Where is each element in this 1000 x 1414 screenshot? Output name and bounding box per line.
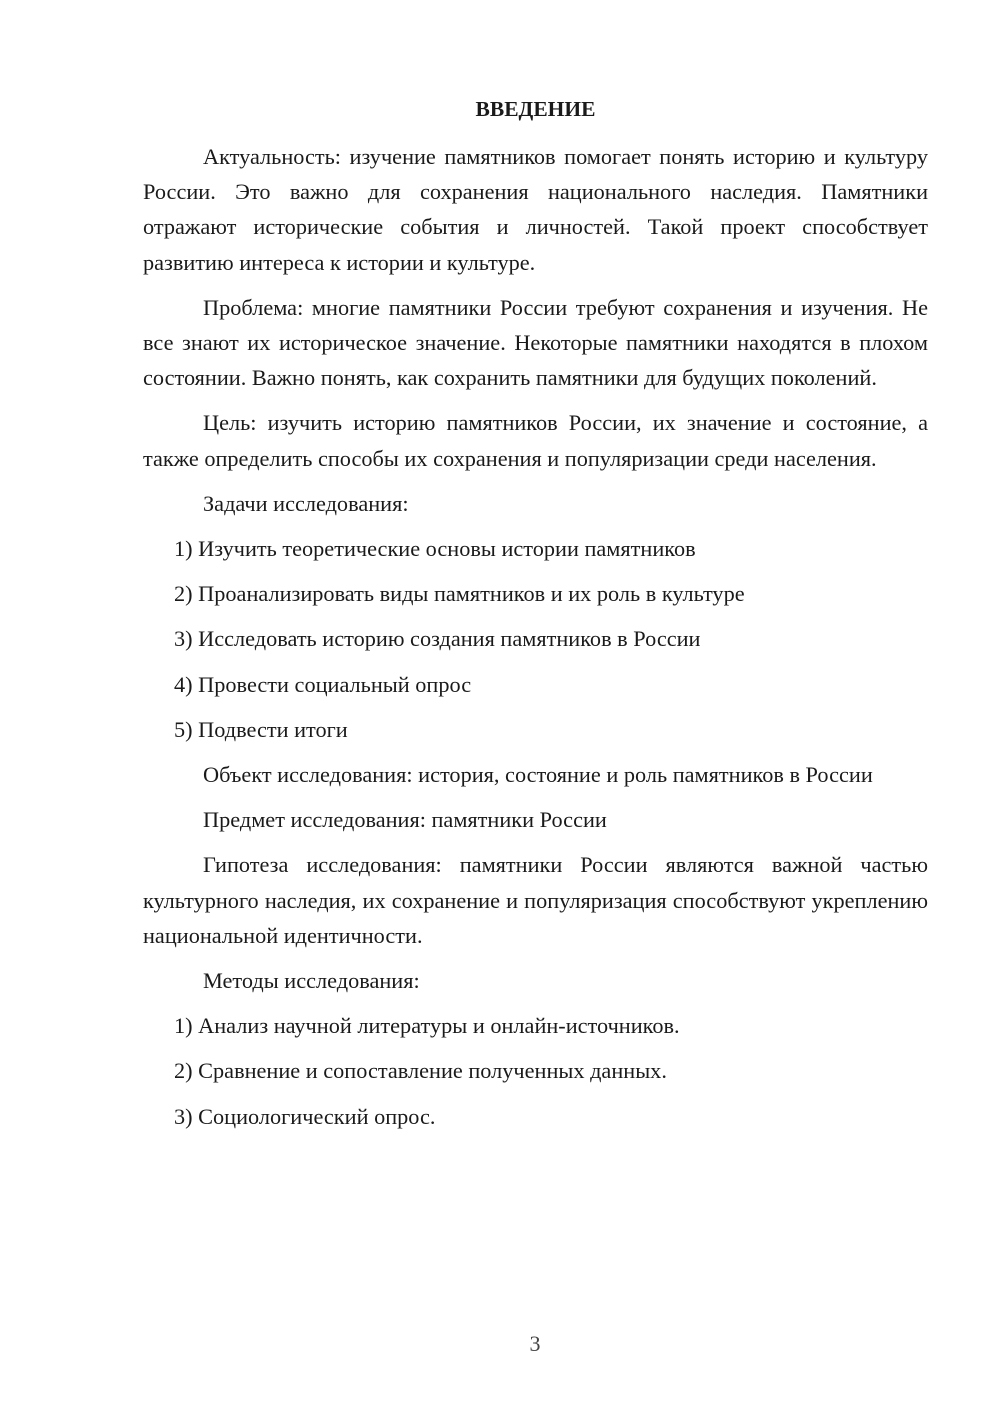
method-item-3: 3) Социологический опрос. xyxy=(174,1103,436,1129)
tasks-heading: Задачи исследования: xyxy=(203,490,409,516)
section-title: ВВЕДЕНИЕ xyxy=(475,97,596,121)
goal-paragraph: Цель: изучить историю памятников России, их значение и состояние, а также определить способы их сохранения и популяризации среди населения. xyxy=(143,410,928,471)
method-item-2: 2) Сравнение и сопоставление полученных данных. xyxy=(174,1058,667,1084)
task-item-4: 4) Провести социальный опрос xyxy=(174,671,472,697)
page-number: 3 xyxy=(529,1331,541,1356)
task-item-3: 3) Исследовать историю создания памятников в России xyxy=(174,626,701,652)
object-paragraph: Объект исследования: история, состояние и роль памятников в России xyxy=(203,762,873,788)
task-item-1: 1) Изучить теоретические основы истории памятников xyxy=(174,536,696,562)
subject-paragraph: Предмет исследования: памятники России xyxy=(203,807,607,833)
task-item-2: 2) Проанализировать виды памятников и их роль в культуре xyxy=(174,581,745,607)
methods-list xyxy=(143,1008,928,1134)
tasks-list xyxy=(143,531,928,747)
method-item-1: 1) Анализ научной литературы и онлайн-источников. xyxy=(174,1013,680,1039)
hypothesis-paragraph: Гипотеза исследования: памятники России являются важной частью культурного наследия, их сохранение и популяризация способствуют укреплению национальной идентичности. xyxy=(143,852,928,948)
problem-paragraph: Проблема: многие памятники России требуют сохранения и изучения. Не все знают их историческое значение. Некоторые памятники находятся в плохом состоянии. Важно понять, как сохранить памятники для будущих поколений. xyxy=(143,294,928,391)
document-page xyxy=(143,92,928,1144)
task-item-5: 5) Подвести итоги xyxy=(174,716,348,742)
relevance-paragraph: Актуальность: изучение памятников помогает понять историю и культуру России. Это важно для сохранения национального наследия. Памятники отражают исторические события и личностей. Такой проект способствует развитию интереса к истории и культуре. xyxy=(143,144,928,275)
methods-heading: Методы исследования: xyxy=(203,968,420,994)
